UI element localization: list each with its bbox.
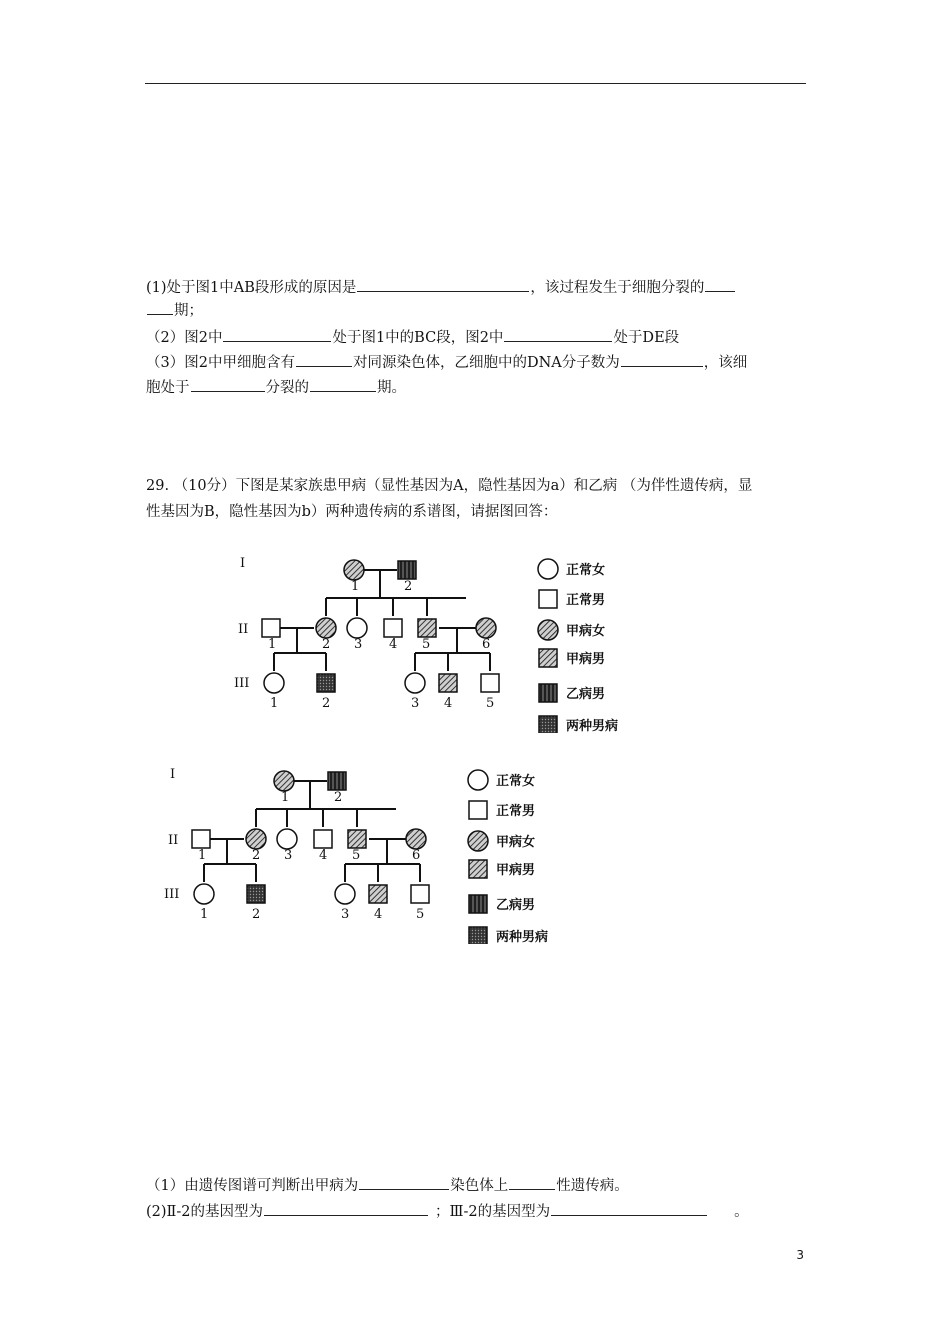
page-number: 3 <box>796 1248 804 1262</box>
blank-10[interactable] <box>359 1174 449 1190</box>
svg-text:3: 3 <box>354 637 363 652</box>
q-prev-line-4: 胞处于 分裂的 期。 <box>146 376 406 398</box>
blank-2[interactable] <box>705 276 735 292</box>
svg-text:4: 4 <box>319 848 328 863</box>
blank-4[interactable] <box>223 326 331 342</box>
blank-6[interactable] <box>296 351 352 367</box>
legend-both-male: 两种男病 <box>566 719 619 734</box>
svg-text:I: I <box>170 767 176 782</box>
svg-text:1: 1 <box>281 790 290 805</box>
svg-text:4: 4 <box>389 637 398 652</box>
blank-5[interactable] <box>504 326 612 342</box>
svg-text:2: 2 <box>252 848 261 863</box>
pedigree-figure-2 <box>162 764 562 954</box>
gen-label-II: II <box>238 622 249 637</box>
blank-12[interactable] <box>264 1200 428 1216</box>
q-prev-line-3: （3）图2中甲细胞含有 对同源染色体，乙细胞中的DNA分子数为 ，该细 <box>146 351 747 373</box>
header-rule <box>145 83 806 84</box>
svg-text:5: 5 <box>416 907 425 922</box>
q-prev-line-1-cont: 期； <box>146 299 203 321</box>
svg-text:5: 5 <box>352 848 361 863</box>
svg-text:3: 3 <box>411 696 420 711</box>
svg-text:正常男: 正常男 <box>496 804 536 819</box>
svg-text:乙病男: 乙病男 <box>496 898 536 913</box>
legend-normal-female: 正常女 <box>566 563 606 578</box>
legend-jia-female: 甲病女 <box>566 624 606 639</box>
blank-7[interactable] <box>621 351 703 367</box>
svg-text:正常女: 正常女 <box>496 774 536 789</box>
svg-text:5: 5 <box>486 696 495 711</box>
svg-text:1: 1 <box>270 696 279 711</box>
svg-text:甲病女: 甲病女 <box>496 835 536 850</box>
q29-line-2: 性基因为B，隐性基因为b）两种遗传病的系谱图，请据图回答： <box>146 504 558 520</box>
legend-jia-male: 甲病男 <box>566 652 606 667</box>
blank-11[interactable] <box>509 1174 555 1190</box>
svg-text:6: 6 <box>412 848 421 863</box>
svg-text:1: 1 <box>351 579 360 594</box>
q-prev-line-1: (1)处于图1中AB段形成的原因是 ，该过程发生于细胞分裂的 <box>146 276 736 298</box>
blank-13[interactable] <box>551 1200 707 1216</box>
gen-label-III: III <box>234 676 250 691</box>
svg-text:5: 5 <box>422 637 431 652</box>
svg-text:3: 3 <box>341 907 350 922</box>
svg-text:两种男病: 两种男病 <box>496 930 549 945</box>
svg-text:2: 2 <box>334 790 343 805</box>
svg-text:1: 1 <box>198 848 207 863</box>
svg-text:2: 2 <box>404 579 413 594</box>
blank-3[interactable] <box>147 299 173 315</box>
svg-text:2: 2 <box>322 696 331 711</box>
svg-text:III: III <box>164 887 180 902</box>
legend-yi-male: 乙病男 <box>566 687 606 702</box>
gen-label-I: I <box>240 556 246 571</box>
svg-text:2: 2 <box>252 907 261 922</box>
svg-text:4: 4 <box>444 696 453 711</box>
svg-text:3: 3 <box>284 848 293 863</box>
answer-line-1: （1）由遗传图谱可判断出甲病为 染色体上 性遗传病。 <box>146 1174 629 1196</box>
svg-text:6: 6 <box>482 637 491 652</box>
q29-line-1: 29. （10分）下图是某家族患甲病（显性基因为A，隐性基因为a）和乙病 （为伴性遗传病，显 <box>146 478 753 494</box>
svg-text:II: II <box>168 833 179 848</box>
svg-text:甲病男: 甲病男 <box>496 863 536 878</box>
blank-1[interactable] <box>357 276 529 292</box>
svg-text:1: 1 <box>200 907 209 922</box>
q-prev-line-2: （2）图2中 处于图1中的BC段，图2中 处于DE段 <box>146 326 679 348</box>
blank-9[interactable] <box>310 376 376 392</box>
svg-text:2: 2 <box>322 637 331 652</box>
svg-text:4: 4 <box>374 907 383 922</box>
answer-line-2: (2)Ⅱ-2的基因型为 ；Ⅲ-2的基因型为 。 <box>146 1200 749 1222</box>
svg-text:1: 1 <box>268 637 277 652</box>
blank-8[interactable] <box>191 376 265 392</box>
legend-normal-male: 正常男 <box>566 593 606 608</box>
pedigree-figure-1 <box>232 553 632 743</box>
